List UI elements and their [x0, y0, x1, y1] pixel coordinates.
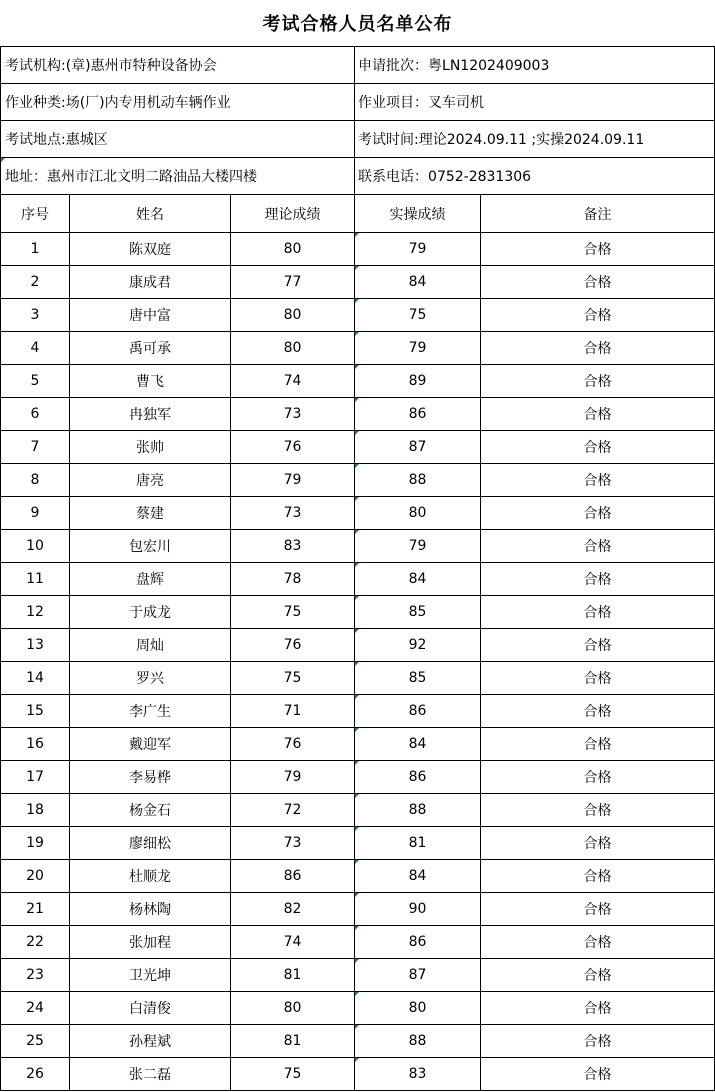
row-practice-score-cell: 86 [355, 398, 481, 431]
table-row [1, 497, 715, 530]
table-row [1, 827, 715, 860]
row-theory-score-cell: 80 [231, 332, 355, 365]
header-theory: 理论成绩 [231, 195, 355, 233]
row-index-cell: 3 [1, 299, 70, 332]
table-row [1, 860, 715, 893]
row-theory-score-cell: 76 [231, 431, 355, 464]
info-row-category [1, 84, 715, 121]
row-theory-score-cell: 73 [231, 497, 355, 530]
row-practice-score-cell: 87 [355, 959, 481, 992]
row-remark-cell: 合格 [481, 893, 715, 926]
row-practice-score-cell: 86 [355, 926, 481, 959]
row-theory-score-cell: 81 [231, 959, 355, 992]
row-practice-score-cell: 90 [355, 893, 481, 926]
header-practice: 实操成绩 [355, 195, 481, 233]
table-row [1, 893, 715, 926]
row-index-cell: 24 [1, 992, 70, 1025]
info-row-org [1, 47, 715, 84]
row-name-cell: 唐亮 [70, 464, 231, 497]
row-name-cell: 李易桦 [70, 761, 231, 794]
row-remark-cell: 合格 [481, 728, 715, 761]
table-row [1, 926, 715, 959]
row-remark-cell: 合格 [481, 596, 715, 629]
row-remark-cell: 合格 [481, 959, 715, 992]
row-practice-score-cell: 75 [355, 299, 481, 332]
row-theory-score-cell: 79 [231, 761, 355, 794]
row-remark-cell: 合格 [481, 563, 715, 596]
row-remark-cell: 合格 [481, 431, 715, 464]
row-practice-score-cell: 88 [355, 464, 481, 497]
row-remark-cell: 合格 [481, 629, 715, 662]
row-remark-cell: 合格 [481, 794, 715, 827]
row-index-cell: 11 [1, 563, 70, 596]
job-item-cell: 作业项目：叉车司机 [355, 84, 715, 121]
row-name-cell: 包宏川 [70, 530, 231, 563]
row-practice-score-cell: 84 [355, 563, 481, 596]
table-row [1, 596, 715, 629]
row-remark-cell: 合格 [481, 860, 715, 893]
table-row [1, 761, 715, 794]
table-row [1, 662, 715, 695]
row-remark-cell: 合格 [481, 233, 715, 266]
row-theory-score-cell: 82 [231, 893, 355, 926]
phone-cell: 联系电话：0752-2831306 [355, 158, 715, 195]
row-name-cell: 唐中富 [70, 299, 231, 332]
info-row-address [1, 158, 715, 195]
row-practice-score-cell: 85 [355, 662, 481, 695]
row-name-cell: 李广生 [70, 695, 231, 728]
table-row [1, 695, 715, 728]
row-practice-score-cell: 92 [355, 629, 481, 662]
row-remark-cell: 合格 [481, 1058, 715, 1091]
row-index-cell: 9 [1, 497, 70, 530]
row-index-cell: 7 [1, 431, 70, 464]
row-name-cell: 杜顺龙 [70, 860, 231, 893]
row-name-cell: 禹可承 [70, 332, 231, 365]
row-theory-score-cell: 79 [231, 464, 355, 497]
row-remark-cell: 合格 [481, 926, 715, 959]
job-category-cell: 作业种类:场(厂)内专用机动车辆作业 [1, 84, 355, 121]
row-theory-score-cell: 72 [231, 794, 355, 827]
row-theory-score-cell: 86 [231, 860, 355, 893]
row-theory-score-cell: 80 [231, 992, 355, 1025]
row-name-cell: 杨金石 [70, 794, 231, 827]
row-index-cell: 18 [1, 794, 70, 827]
row-index-cell: 25 [1, 1025, 70, 1058]
row-remark-cell: 合格 [481, 695, 715, 728]
row-practice-score-cell: 84 [355, 266, 481, 299]
table-row [1, 299, 715, 332]
row-practice-score-cell: 83 [355, 1058, 481, 1091]
row-index-cell: 26 [1, 1058, 70, 1091]
row-theory-score-cell: 75 [231, 1058, 355, 1091]
table-row [1, 728, 715, 761]
row-name-cell: 杨林陶 [70, 893, 231, 926]
table-row [1, 1025, 715, 1058]
row-practice-score-cell: 85 [355, 596, 481, 629]
header-index: 序号 [1, 195, 70, 233]
table-row [1, 1058, 715, 1091]
row-remark-cell: 合格 [481, 827, 715, 860]
row-index-cell: 23 [1, 959, 70, 992]
row-remark-cell: 合格 [481, 464, 715, 497]
row-theory-score-cell: 75 [231, 662, 355, 695]
row-index-cell: 13 [1, 629, 70, 662]
table-row [1, 332, 715, 365]
row-theory-score-cell: 74 [231, 365, 355, 398]
row-practice-score-cell: 88 [355, 1025, 481, 1058]
table-header-row [1, 195, 715, 233]
row-theory-score-cell: 75 [231, 596, 355, 629]
row-name-cell: 罗兴 [70, 662, 231, 695]
table-row [1, 464, 715, 497]
row-remark-cell: 合格 [481, 497, 715, 530]
row-theory-score-cell: 76 [231, 629, 355, 662]
row-theory-score-cell: 73 [231, 827, 355, 860]
row-name-cell: 盘辉 [70, 563, 231, 596]
row-index-cell: 1 [1, 233, 70, 266]
row-remark-cell: 合格 [481, 266, 715, 299]
row-index-cell: 8 [1, 464, 70, 497]
header-name: 姓名 [70, 195, 231, 233]
row-practice-score-cell: 79 [355, 530, 481, 563]
table-row [1, 266, 715, 299]
row-remark-cell: 合格 [481, 332, 715, 365]
row-practice-score-cell: 79 [355, 233, 481, 266]
row-theory-score-cell: 74 [231, 926, 355, 959]
row-name-cell: 蔡建 [70, 497, 231, 530]
row-index-cell: 15 [1, 695, 70, 728]
row-remark-cell: 合格 [481, 365, 715, 398]
row-theory-score-cell: 81 [231, 1025, 355, 1058]
row-index-cell: 17 [1, 761, 70, 794]
row-practice-score-cell: 81 [355, 827, 481, 860]
table-row [1, 431, 715, 464]
row-name-cell: 冉独军 [70, 398, 231, 431]
table-row [1, 794, 715, 827]
row-index-cell: 14 [1, 662, 70, 695]
row-remark-cell: 合格 [481, 530, 715, 563]
table-row [1, 530, 715, 563]
row-remark-cell: 合格 [481, 299, 715, 332]
row-name-cell: 戴迎军 [70, 728, 231, 761]
exam-time-cell: 考试时间:理论2024.09.11 ;实操2024.09.11 [355, 121, 715, 158]
row-name-cell: 张帅 [70, 431, 231, 464]
row-index-cell: 10 [1, 530, 70, 563]
row-remark-cell: 合格 [481, 761, 715, 794]
results-table [0, 46, 715, 1091]
table-row [1, 233, 715, 266]
row-name-cell: 张加程 [70, 926, 231, 959]
row-practice-score-cell: 86 [355, 695, 481, 728]
table-row [1, 959, 715, 992]
row-remark-cell: 合格 [481, 1025, 715, 1058]
table-row [1, 365, 715, 398]
address-cell: 地址：惠州市江北文明二路油品大楼四楼 [1, 158, 355, 195]
row-practice-score-cell: 80 [355, 992, 481, 1025]
row-index-cell: 12 [1, 596, 70, 629]
row-index-cell: 2 [1, 266, 70, 299]
row-index-cell: 4 [1, 332, 70, 365]
row-theory-score-cell: 73 [231, 398, 355, 431]
row-theory-score-cell: 83 [231, 530, 355, 563]
row-remark-cell: 合格 [481, 398, 715, 431]
row-index-cell: 21 [1, 893, 70, 926]
row-practice-score-cell: 88 [355, 794, 481, 827]
row-theory-score-cell: 78 [231, 563, 355, 596]
table-row [1, 629, 715, 662]
row-name-cell: 卫光坤 [70, 959, 231, 992]
row-theory-score-cell: 76 [231, 728, 355, 761]
info-row-location [1, 121, 715, 158]
row-index-cell: 19 [1, 827, 70, 860]
page-title: 考试合格人员名单公布 [262, 14, 453, 35]
row-name-cell: 陈双庭 [70, 233, 231, 266]
table-row [1, 563, 715, 596]
exam-location-cell: 考试地点:惠城区 [1, 121, 355, 158]
row-index-cell: 20 [1, 860, 70, 893]
row-index-cell: 16 [1, 728, 70, 761]
row-name-cell: 曹飞 [70, 365, 231, 398]
row-practice-score-cell: 80 [355, 497, 481, 530]
batch-cell: 申请批次：粤LN1202409003 [355, 47, 715, 84]
row-remark-cell: 合格 [481, 992, 715, 1025]
row-practice-score-cell: 84 [355, 728, 481, 761]
exam-org-cell: 考试机构:(章)惠州市特种设备协会 [1, 47, 355, 84]
row-name-cell: 白清俊 [70, 992, 231, 1025]
row-name-cell: 康成君 [70, 266, 231, 299]
row-theory-score-cell: 77 [231, 266, 355, 299]
row-index-cell: 22 [1, 926, 70, 959]
row-name-cell: 于成龙 [70, 596, 231, 629]
row-name-cell: 孙程斌 [70, 1025, 231, 1058]
row-name-cell: 张二磊 [70, 1058, 231, 1091]
row-index-cell: 6 [1, 398, 70, 431]
row-practice-score-cell: 87 [355, 431, 481, 464]
row-theory-score-cell: 80 [231, 299, 355, 332]
header-remark: 备注 [481, 195, 715, 233]
row-remark-cell: 合格 [481, 662, 715, 695]
row-index-cell: 5 [1, 365, 70, 398]
row-practice-score-cell: 79 [355, 332, 481, 365]
row-name-cell: 廖细松 [70, 827, 231, 860]
row-practice-score-cell: 89 [355, 365, 481, 398]
table-row [1, 992, 715, 1025]
row-practice-score-cell: 86 [355, 761, 481, 794]
table-row [1, 398, 715, 431]
row-practice-score-cell: 84 [355, 860, 481, 893]
row-theory-score-cell: 71 [231, 695, 355, 728]
row-name-cell: 周灿 [70, 629, 231, 662]
row-theory-score-cell: 80 [231, 233, 355, 266]
